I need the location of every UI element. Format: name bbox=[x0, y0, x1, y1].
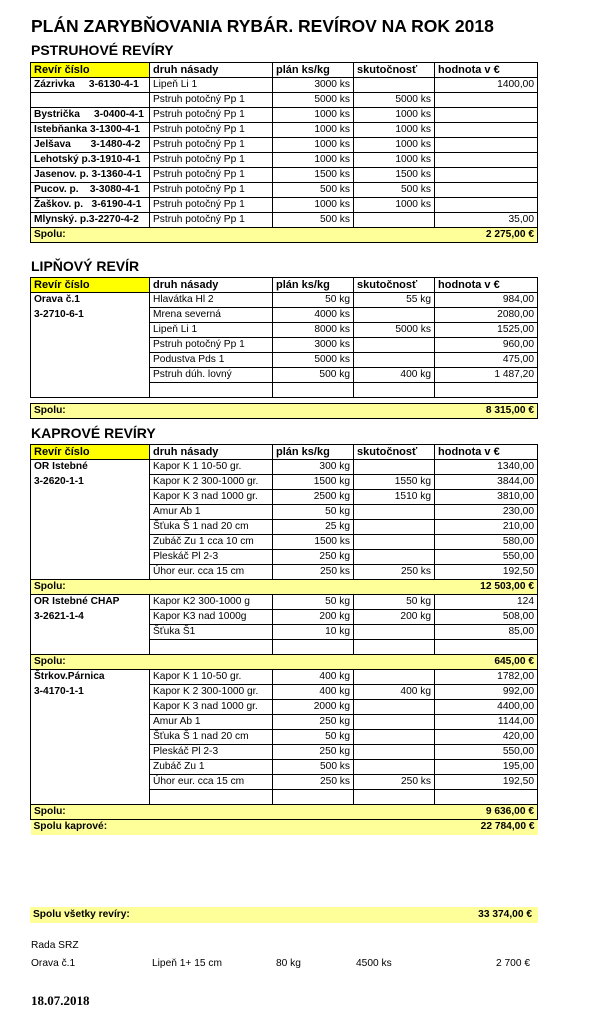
header-druh: druh násady bbox=[150, 63, 273, 78]
header-plan: plán ks/kg bbox=[273, 63, 354, 78]
hodnota-cell: 960,00 bbox=[435, 338, 538, 353]
druh-cell: Úhor eur. cca 15 cm bbox=[150, 565, 273, 580]
table-row bbox=[31, 625, 538, 640]
table-row bbox=[31, 550, 538, 565]
table-row bbox=[31, 715, 538, 730]
druh-cell: Kapor K 3 nad 1000 gr. bbox=[150, 700, 273, 715]
revir-code: 3-2620-1-1 bbox=[31, 475, 150, 490]
table-row bbox=[31, 670, 538, 685]
grand-total-bar bbox=[30, 907, 538, 923]
hodnota-cell bbox=[435, 123, 538, 138]
revir-name: Orava č.1 bbox=[31, 293, 150, 308]
sum-value: 12 503,00 € bbox=[435, 580, 538, 595]
sum-label: Spolu: bbox=[31, 404, 150, 419]
druh-cell: Šťuka Š1 bbox=[150, 625, 273, 640]
druh-cell: Pstruh potočný Pp 1 bbox=[150, 168, 273, 183]
plan-cell: 250 kg bbox=[273, 550, 354, 565]
druh-cell: Pstruh potočný Pp 1 bbox=[150, 198, 273, 213]
table-row bbox=[31, 535, 538, 550]
sum-blank bbox=[150, 805, 273, 820]
skutocnost-cell bbox=[354, 338, 435, 353]
hodnota-cell: 420,00 bbox=[435, 730, 538, 745]
sum-blank bbox=[150, 228, 273, 243]
druh-cell: Pstruh dúh. lovný bbox=[150, 368, 273, 383]
revir-blank bbox=[31, 745, 150, 760]
table-row bbox=[31, 183, 538, 198]
sum-value: 8 315,00 € bbox=[435, 404, 538, 419]
hodnota-cell bbox=[435, 153, 538, 168]
hodnota-cell: 1340,00 bbox=[435, 460, 538, 475]
skutocnost-cell bbox=[354, 535, 435, 550]
skutocnost-cell: 250 ks bbox=[354, 565, 435, 580]
druh-cell: Hlavátka Hl 2 bbox=[150, 293, 273, 308]
sum-blank bbox=[150, 580, 273, 595]
skutocnost-cell: 1500 ks bbox=[354, 168, 435, 183]
druh-cell: Pstruh potočný Pp 1 bbox=[150, 93, 273, 108]
druh-cell: Šťuka Š 1 nad 20 cm bbox=[150, 730, 273, 745]
revir-blank bbox=[31, 700, 150, 715]
table-row bbox=[31, 610, 538, 625]
revir-blank bbox=[31, 323, 150, 338]
table-row bbox=[31, 153, 538, 168]
hodnota-cell: 475,00 bbox=[435, 353, 538, 368]
skutocnost-cell: 1000 ks bbox=[354, 123, 435, 138]
skutocnost-cell: 200 kg bbox=[354, 610, 435, 625]
note-kg: 80 kg bbox=[276, 958, 301, 969]
revir-cell: Lehotský p.3-1910-4-1 bbox=[31, 153, 150, 168]
revir-cell: Jasenov. p. 3-1360-4-1 bbox=[31, 168, 150, 183]
skutocnost-cell: 1550 kg bbox=[354, 475, 435, 490]
skutocnost-cell: 500 ks bbox=[354, 183, 435, 198]
skutocnost-cell bbox=[354, 383, 435, 398]
hodnota-cell: 1525,00 bbox=[435, 323, 538, 338]
skutocnost-cell bbox=[354, 790, 435, 805]
header-revir: Revír číslo bbox=[31, 445, 150, 460]
skutocnost-cell bbox=[354, 353, 435, 368]
total-blank bbox=[354, 820, 435, 835]
plan-cell: 200 kg bbox=[273, 610, 354, 625]
note-ks: 4500 ks bbox=[356, 958, 392, 969]
hodnota-cell: 230,00 bbox=[435, 505, 538, 520]
skutocnost-cell bbox=[354, 550, 435, 565]
skutocnost-cell: 1000 ks bbox=[354, 108, 435, 123]
total-value: 22 784,00 € bbox=[435, 820, 538, 835]
druh-cell: Pstruh potočný Pp 1 bbox=[150, 213, 273, 228]
sum-label: Spolu: bbox=[31, 805, 150, 820]
table-header bbox=[31, 445, 538, 460]
plan-cell: 5000 ks bbox=[273, 93, 354, 108]
plan-cell: 400 kg bbox=[273, 670, 354, 685]
table-row bbox=[31, 338, 538, 353]
revir-cell: Pucov. p. 3-3080-4-1 bbox=[31, 183, 150, 198]
header-hodnota: hodnota v € bbox=[435, 278, 538, 293]
hodnota-cell: 3810,00 bbox=[435, 490, 538, 505]
plan-cell: 8000 ks bbox=[273, 323, 354, 338]
revir-blank bbox=[31, 790, 150, 805]
table-row bbox=[31, 213, 538, 228]
sum-blank bbox=[273, 404, 354, 419]
plan-cell: 250 ks bbox=[273, 565, 354, 580]
hodnota-cell: 550,00 bbox=[435, 745, 538, 760]
plan-cell: 1500 ks bbox=[273, 535, 354, 550]
revir-name: Štrkov.Párnica bbox=[31, 670, 150, 685]
plan-cell: 1000 ks bbox=[273, 123, 354, 138]
table-pstruh bbox=[30, 62, 538, 243]
header-hodnota: hodnota v € bbox=[435, 63, 538, 78]
revir-blank bbox=[31, 625, 150, 640]
plan-cell: 50 kg bbox=[273, 595, 354, 610]
druh-cell: Úhor eur. cca 15 cm bbox=[150, 775, 273, 790]
skutocnost-cell bbox=[354, 505, 435, 520]
druh-cell: Pstruh potočný Pp 1 bbox=[150, 138, 273, 153]
plan-cell: 50 kg bbox=[273, 730, 354, 745]
plan-cell: 300 kg bbox=[273, 460, 354, 475]
revir-blank bbox=[31, 338, 150, 353]
plan-cell: 1000 ks bbox=[273, 108, 354, 123]
table-row bbox=[31, 78, 538, 93]
hodnota-cell bbox=[435, 168, 538, 183]
table-lipen bbox=[30, 277, 538, 419]
revir-name: OR Istebné bbox=[31, 460, 150, 475]
plan-cell: 10 kg bbox=[273, 625, 354, 640]
table-row bbox=[31, 730, 538, 745]
revir-cell bbox=[31, 93, 150, 108]
document-date: 18.07.2018 bbox=[31, 993, 90, 1008]
revir-blank bbox=[31, 368, 150, 383]
skutocnost-cell: 400 kg bbox=[354, 368, 435, 383]
header-druh: druh násady bbox=[150, 278, 273, 293]
sum-blank bbox=[354, 580, 435, 595]
section-heading-lipen: LIPŇOVÝ REVÍR bbox=[31, 258, 140, 274]
table-row bbox=[31, 308, 538, 323]
druh-cell: Pleskáč Pl 2-3 bbox=[150, 745, 273, 760]
sum-row bbox=[31, 655, 538, 670]
sum-label: Spolu: bbox=[31, 655, 150, 670]
note-value: 2 700 € bbox=[496, 958, 530, 969]
table-row bbox=[31, 168, 538, 183]
druh-cell: Kapor K 3 nad 1000 gr. bbox=[150, 490, 273, 505]
sum-label: Spolu: bbox=[31, 228, 150, 243]
plan-cell: 2500 kg bbox=[273, 490, 354, 505]
plan-cell: 250 kg bbox=[273, 745, 354, 760]
header-druh: druh násady bbox=[150, 445, 273, 460]
table-row bbox=[31, 685, 538, 700]
revir-blank bbox=[31, 730, 150, 745]
druh-cell: Pstruh potočný Pp 1 bbox=[150, 338, 273, 353]
revir-blank bbox=[31, 490, 150, 505]
revir-cell: Bystrička 3-0400-4-1 bbox=[31, 108, 150, 123]
table-row bbox=[31, 293, 538, 308]
header-skutocnost: skutočnosť bbox=[354, 445, 435, 460]
druh-cell bbox=[150, 640, 273, 655]
note-revir: Orava č.1 bbox=[31, 958, 76, 969]
skutocnost-cell: 55 kg bbox=[354, 293, 435, 308]
table-row bbox=[31, 595, 538, 610]
hodnota-cell: 1144,00 bbox=[435, 715, 538, 730]
druh-cell: Lipeň Li 1 bbox=[150, 323, 273, 338]
hodnota-cell bbox=[435, 108, 538, 123]
table-kapor bbox=[30, 444, 538, 835]
sum-value: 645,00 € bbox=[435, 655, 538, 670]
skutocnost-cell: 5000 ks bbox=[354, 93, 435, 108]
skutocnost-cell: 400 kg bbox=[354, 685, 435, 700]
druh-cell: Šťuka Š 1 nad 20 cm bbox=[150, 520, 273, 535]
hodnota-cell: 192,50 bbox=[435, 565, 538, 580]
druh-cell: Kapor K 1 10-50 gr. bbox=[150, 460, 273, 475]
revir-blank bbox=[31, 520, 150, 535]
note-druh: Lipeň 1+ 15 cm bbox=[152, 958, 222, 969]
table-row bbox=[31, 123, 538, 138]
plan-cell: 1500 kg bbox=[273, 475, 354, 490]
plan-cell: 3000 ks bbox=[273, 78, 354, 93]
hodnota-cell: 2080,00 bbox=[435, 308, 538, 323]
hodnota-cell: 1 487,20 bbox=[435, 368, 538, 383]
plan-cell: 500 ks bbox=[273, 760, 354, 775]
skutocnost-cell: 50 kg bbox=[354, 595, 435, 610]
table-row bbox=[31, 700, 538, 715]
hodnota-cell: 580,00 bbox=[435, 535, 538, 550]
plan-cell: 1500 ks bbox=[273, 168, 354, 183]
druh-cell: Kapor K 2 300-1000 gr. bbox=[150, 475, 273, 490]
table-row bbox=[31, 520, 538, 535]
table-row bbox=[31, 505, 538, 520]
total-label: Spolu kaprové: bbox=[31, 820, 273, 835]
skutocnost-cell bbox=[354, 460, 435, 475]
revir-blank bbox=[31, 760, 150, 775]
druh-cell: Pstruh potočný Pp 1 bbox=[150, 108, 273, 123]
hodnota-cell: 85,00 bbox=[435, 625, 538, 640]
plan-cell: 50 kg bbox=[273, 293, 354, 308]
table-row bbox=[31, 323, 538, 338]
table-row bbox=[31, 368, 538, 383]
total-row bbox=[31, 820, 538, 835]
skutocnost-cell bbox=[354, 308, 435, 323]
hodnota-cell bbox=[435, 93, 538, 108]
table-row bbox=[31, 745, 538, 760]
sum-label: Spolu: bbox=[31, 580, 150, 595]
revir-blank bbox=[31, 535, 150, 550]
table-row bbox=[31, 475, 538, 490]
sum-blank bbox=[150, 655, 273, 670]
hodnota-cell bbox=[435, 138, 538, 153]
revir-cell: Istebňanka 3-1300-4-1 bbox=[31, 123, 150, 138]
table-row bbox=[31, 490, 538, 505]
plan-cell: 4000 ks bbox=[273, 308, 354, 323]
plan-cell: 250 ks bbox=[273, 775, 354, 790]
skutocnost-cell bbox=[354, 625, 435, 640]
sum-row bbox=[31, 404, 538, 419]
page-title: PLÁN ZARYBŇOVANIA RYBÁR. REVÍROV NA ROK 2018 bbox=[31, 16, 494, 36]
druh-cell: Kapor K2 300-1000 g bbox=[150, 595, 273, 610]
hodnota-cell: 1782,00 bbox=[435, 670, 538, 685]
sum-blank bbox=[273, 228, 354, 243]
sum-blank bbox=[354, 655, 435, 670]
skutocnost-cell: 1000 ks bbox=[354, 138, 435, 153]
header-plan: plán ks/kg bbox=[273, 445, 354, 460]
revir-blank bbox=[31, 775, 150, 790]
hodnota-cell: 195,00 bbox=[435, 760, 538, 775]
table-row bbox=[31, 383, 538, 398]
note-title: Rada SRZ bbox=[31, 940, 79, 951]
hodnota-cell bbox=[435, 790, 538, 805]
sum-blank bbox=[354, 228, 435, 243]
grand-total-value: 33 374,00 € bbox=[478, 909, 532, 920]
hodnota-cell: 984,00 bbox=[435, 293, 538, 308]
revir-cell: Mlynský. p.3-2270-4-2 bbox=[31, 213, 150, 228]
sum-blank bbox=[273, 805, 354, 820]
skutocnost-cell bbox=[354, 760, 435, 775]
table-row bbox=[31, 640, 538, 655]
section-heading-kapor: KAPROVÉ REVÍRY bbox=[31, 425, 156, 441]
plan-cell: 2000 kg bbox=[273, 700, 354, 715]
table-header bbox=[31, 278, 538, 293]
druh-cell: Mrena severná bbox=[150, 308, 273, 323]
hodnota-cell: 1400,00 bbox=[435, 78, 538, 93]
plan-cell: 25 kg bbox=[273, 520, 354, 535]
hodnota-cell bbox=[435, 183, 538, 198]
table-row bbox=[31, 760, 538, 775]
skutocnost-cell bbox=[354, 78, 435, 93]
revir-cell: Zázrivka 3-6130-4-1 bbox=[31, 78, 150, 93]
grand-total-label: Spolu všetky revíry: bbox=[33, 909, 130, 920]
revir-code: 3-2710-6-1 bbox=[31, 308, 150, 323]
hodnota-cell: 3844,00 bbox=[435, 475, 538, 490]
header-revir: Revír číslo bbox=[31, 278, 150, 293]
revir-blank bbox=[31, 715, 150, 730]
sum-row bbox=[31, 228, 538, 243]
druh-cell: Pstruh potočný Pp 1 bbox=[150, 153, 273, 168]
plan-cell: 400 kg bbox=[273, 685, 354, 700]
hodnota-cell: 124 bbox=[435, 595, 538, 610]
revir-blank bbox=[31, 353, 150, 368]
skutocnost-cell bbox=[354, 745, 435, 760]
hodnota-cell: 210,00 bbox=[435, 520, 538, 535]
revir-code: 3-2621-1-4 bbox=[31, 610, 150, 625]
sum-blank bbox=[150, 404, 273, 419]
plan-cell: 1000 ks bbox=[273, 138, 354, 153]
skutocnost-cell: 1510 kg bbox=[354, 490, 435, 505]
skutocnost-cell: 1000 ks bbox=[354, 153, 435, 168]
skutocnost-cell bbox=[354, 670, 435, 685]
hodnota-cell: 4400,00 bbox=[435, 700, 538, 715]
druh-cell: Amur Ab 1 bbox=[150, 505, 273, 520]
druh-cell: Zubáč Zu 1 bbox=[150, 760, 273, 775]
hodnota-cell: 35,00 bbox=[435, 213, 538, 228]
table-row bbox=[31, 93, 538, 108]
plan-cell: 3000 ks bbox=[273, 338, 354, 353]
hodnota-cell bbox=[435, 198, 538, 213]
revir-name: OR Istebné CHAP bbox=[31, 595, 150, 610]
skutocnost-cell: 250 ks bbox=[354, 775, 435, 790]
plan-cell: 500 kg bbox=[273, 368, 354, 383]
total-blank bbox=[273, 820, 354, 835]
skutocnost-cell bbox=[354, 520, 435, 535]
skutocnost-cell bbox=[354, 640, 435, 655]
druh-cell bbox=[150, 383, 273, 398]
revir-cell: Jelšava 3-1480-4-2 bbox=[31, 138, 150, 153]
sum-row bbox=[31, 805, 538, 820]
sum-value: 9 636,00 € bbox=[435, 805, 538, 820]
revir-blank bbox=[31, 505, 150, 520]
skutocnost-cell bbox=[354, 715, 435, 730]
section-heading-pstruh: PSTRUHOVÉ REVÍRY bbox=[31, 42, 174, 58]
hodnota-cell bbox=[435, 640, 538, 655]
druh-cell: Kapor K 1 10-50 gr. bbox=[150, 670, 273, 685]
skutocnost-cell bbox=[354, 730, 435, 745]
table-row bbox=[31, 460, 538, 475]
hodnota-cell: 550,00 bbox=[435, 550, 538, 565]
sum-row bbox=[31, 580, 538, 595]
header-plan: plán ks/kg bbox=[273, 278, 354, 293]
table-row bbox=[31, 138, 538, 153]
header-skutocnost: skutočnosť bbox=[354, 63, 435, 78]
plan-cell: 500 ks bbox=[273, 183, 354, 198]
druh-cell: Podustva Pds 1 bbox=[150, 353, 273, 368]
table-header bbox=[31, 63, 538, 78]
plan-cell: 250 kg bbox=[273, 715, 354, 730]
header-revir: Revír číslo bbox=[31, 63, 150, 78]
revir-code: 3-4170-1-1 bbox=[31, 685, 150, 700]
sum-blank bbox=[273, 580, 354, 595]
druh-cell: Zubáč Zu 1 cca 10 cm bbox=[150, 535, 273, 550]
table-row bbox=[31, 790, 538, 805]
hodnota-cell: 508,00 bbox=[435, 610, 538, 625]
plan-cell bbox=[273, 383, 354, 398]
druh-cell: Lipeň Li 1 bbox=[150, 78, 273, 93]
hodnota-cell: 992,00 bbox=[435, 685, 538, 700]
druh-cell: Kapor K3 nad 1000g bbox=[150, 610, 273, 625]
hodnota-cell: 192,50 bbox=[435, 775, 538, 790]
plan-cell: 50 kg bbox=[273, 505, 354, 520]
skutocnost-cell bbox=[354, 700, 435, 715]
header-hodnota: hodnota v € bbox=[435, 445, 538, 460]
sum-blank bbox=[273, 655, 354, 670]
sum-value: 2 275,00 € bbox=[435, 228, 538, 243]
table-row bbox=[31, 198, 538, 213]
skutocnost-cell bbox=[354, 213, 435, 228]
revir-blank bbox=[31, 640, 150, 655]
skutocnost-cell: 5000 ks bbox=[354, 323, 435, 338]
revir-blank bbox=[31, 383, 150, 398]
druh-cell: Pstruh potočný Pp 1 bbox=[150, 183, 273, 198]
table-row bbox=[31, 775, 538, 790]
table-row bbox=[31, 353, 538, 368]
plan-cell bbox=[273, 790, 354, 805]
plan-cell: 1000 ks bbox=[273, 153, 354, 168]
druh-cell: Pstruh potočný Pp 1 bbox=[150, 123, 273, 138]
table-row bbox=[31, 565, 538, 580]
druh-cell bbox=[150, 790, 273, 805]
druh-cell: Kapor K 2 300-1000 gr. bbox=[150, 685, 273, 700]
skutocnost-cell: 1000 ks bbox=[354, 198, 435, 213]
sum-blank bbox=[354, 404, 435, 419]
hodnota-cell bbox=[435, 383, 538, 398]
druh-cell: Pleskáč Pl 2-3 bbox=[150, 550, 273, 565]
revir-blank bbox=[31, 550, 150, 565]
plan-cell: 500 ks bbox=[273, 213, 354, 228]
table-row bbox=[31, 108, 538, 123]
plan-cell: 1000 ks bbox=[273, 198, 354, 213]
revir-blank bbox=[31, 565, 150, 580]
druh-cell: Amur Ab 1 bbox=[150, 715, 273, 730]
plan-cell bbox=[273, 640, 354, 655]
header-skutocnost: skutočnosť bbox=[354, 278, 435, 293]
plan-cell: 5000 ks bbox=[273, 353, 354, 368]
sum-blank bbox=[354, 805, 435, 820]
revir-cell: Žaškov. p. 3-6190-4-1 bbox=[31, 198, 150, 213]
